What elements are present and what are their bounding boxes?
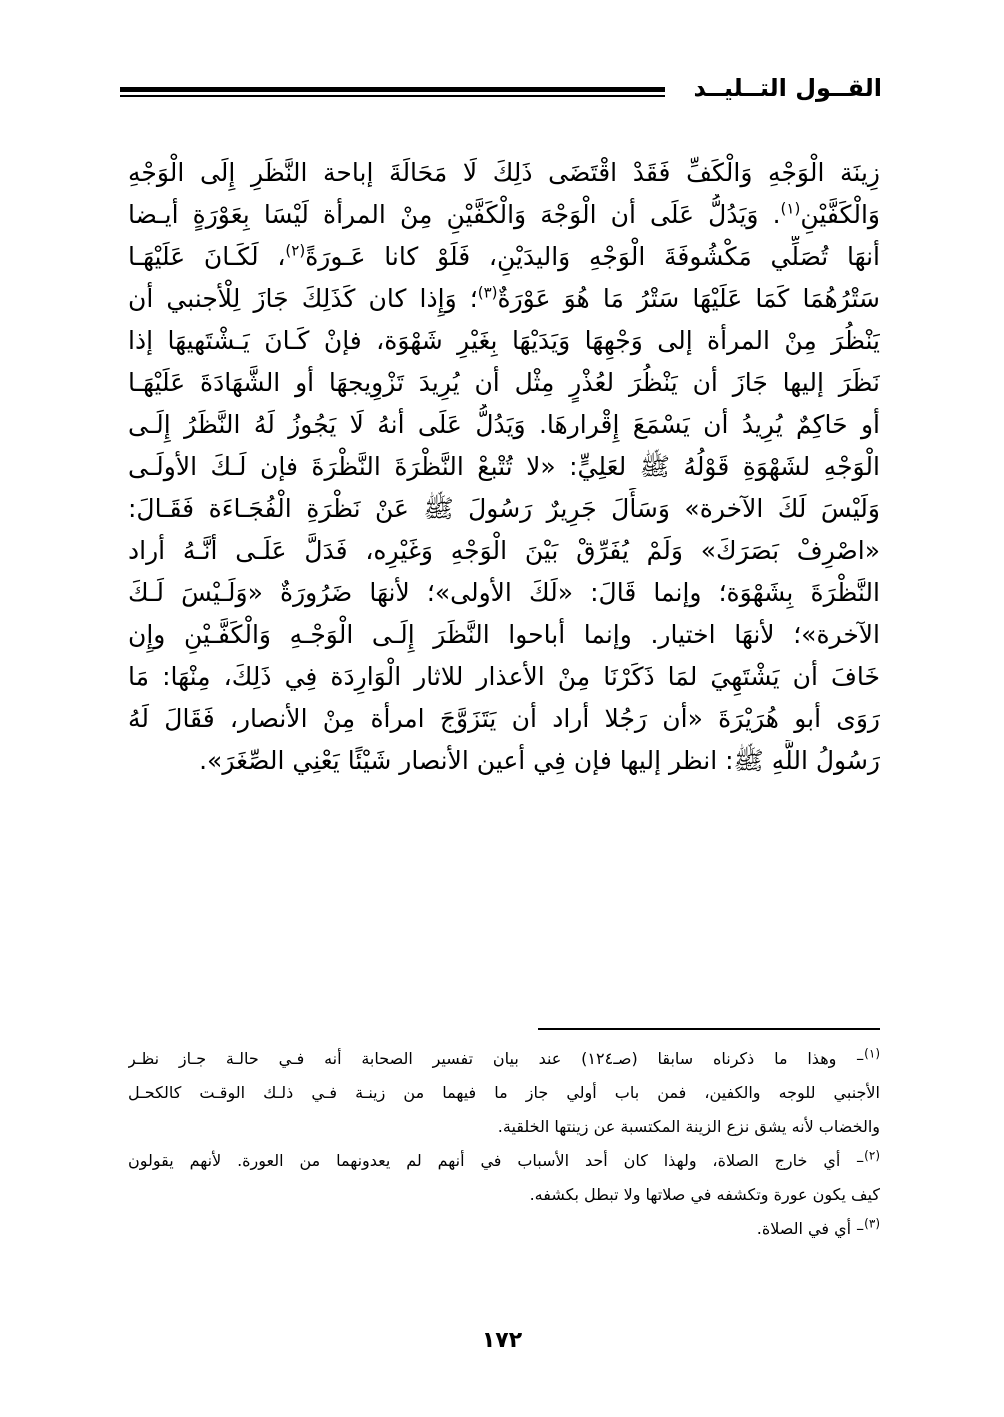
footnote-line: الأجنبي للوجه والكفين، فمن باب أولي جاز ما فيهما من زينـة فـي ذلـك الوقـت كالكحـل: [128, 1083, 880, 1102]
running-header: [120, 70, 882, 110]
footnote-ref[interactable]: (١): [780, 199, 801, 218]
body-line: [128, 194, 880, 236]
body-line-part: سَتْرُهُمَا كَمَا عَلَيْهَا سَتْرُ مَا هُوَ عَوْرَةٌ: [497, 284, 880, 313]
footnote-separator: [538, 1028, 880, 1030]
body-line: زِينَة الْوَجْهِ وَالْكَفِّ فَقَدْ اقْتَضَى ذَلِكَ لَا مَحَالَةَ إباحة النَّظَرِ إِلَى الْوَجْهِ: [128, 158, 880, 187]
footnotes: [128, 1042, 880, 1246]
footnote-number: (٢): [864, 1148, 880, 1163]
body-text: [128, 152, 880, 782]
body-line: «اصْرِفْ بَصَرَكَ» وَلَمْ يُفَرِّقْ بَيْنَ الْوَجْهِ وَغَيْرِه، فَدَلَّ عَلَـى أنَّـهُ أراد: [128, 536, 880, 565]
body-line-part: . وَيَدُلُّ عَلَى أن الْوَجْهَ وَالْكَفَّيْنِ مِنْ المرأة لَيْسَا بِعَوْرَةٍ أيـضا: [128, 200, 781, 229]
footnote-line: [128, 1212, 880, 1246]
body-line: وَلَيْسَ لَكَ الآخرة» وَسَأَلَ جَرِيرٌ رَسُولَ ﷺ عَنْ نَظْرَةِ الْفُجَـاءَة فَقَـالَ:: [128, 494, 880, 523]
body-line: نَظَرَ إليها جَازَ أن يَنْظُرَ لعُذْرٍ مِثْل أن يُرِيدَ تَزْوِيجهَا أو الشَّهَادَةَ عَلَيْهَـا: [128, 368, 880, 397]
footnote-line: [128, 1144, 880, 1178]
header-rule-thin: [120, 95, 665, 97]
footnote-text: – أي خارج الصلاة، ولهذا كان أحد الأسباب في أنهم لم يعدونهما من العورة. لأنهم يقولون: [128, 1151, 865, 1170]
body-line: رَسُولُ اللَّهِ ﷺ: انظر إليها فإن فِي أعين الأنصار شَيْئًا يَعْنِي الصِّغَرَ».: [199, 746, 880, 775]
body-line-part: وَالْكَفَّيْنِ: [800, 200, 880, 229]
footnote-line: والخضاب لأنه يشق نزع الزينة المكتسبة عن زينتها الخلقية.: [497, 1117, 880, 1136]
body-line-part: ؛ وَإِذا كان كَذَلِكَ جَازَ لِلْأجنبي أن: [128, 284, 478, 313]
body-line-part: ، لَكَـانَ عَلَيْهَـا: [128, 242, 286, 271]
footnote-text: – وهذا ما ذكرناه سابقا (صـ١٢٤) عند بيان تفسير الصحابة أنه فـي حالـة جـاز نظـر: [128, 1049, 865, 1068]
footnote-text: – أي في الصلاة.: [756, 1219, 865, 1238]
body-line-part: أنهَا تُصَلِّي مَكْشُوفَةَ الْوَجْهِ وَاليدَيْنِ، فَلَوْ كانا عَـورَةً: [305, 242, 880, 271]
footnote-line: [128, 1042, 880, 1076]
body-line: الآخرة»؛ لأنهَا اختيار. وإنما أباحوا النَّظَرَ إِلَـى الْوَجْـهِ وَالْكَفَّـيْنِ وإِن: [128, 620, 880, 649]
header-rule: [120, 87, 665, 92]
body-line: خَافَ أن يَشْتَهِيَ لمَا ذَكَرْنَا مِنْ الأعذار للاثار الْوَارِدَة فِي ذَلِكَ، مِنْهَا: مَا: [128, 662, 880, 691]
body-line: رَوَى أبو هُرَيْرَةَ «أن رَجُلا أراد أن يَتَزَوَّجَ امرأة مِنْ الأنصار، فَقَالَ لَهُ: [128, 704, 880, 733]
footnote-ref[interactable]: (٢): [285, 241, 306, 260]
body-line: أو حَاكِمٌ يُرِيدُ أن يَسْمَعَ إِقْرارهَا. وَيَدُلُّ عَلَى أنهُ لَا يَجُوزُ لَهُ النَّظَرُ إِلَـى: [128, 410, 880, 439]
body-line: [128, 278, 880, 320]
footnote-line: كيف يكون عورة وتكشفه في صلاتها ولا تبطل بكشفه.: [529, 1185, 880, 1204]
footnote-number: (١): [864, 1046, 880, 1061]
body-line: [128, 236, 880, 278]
footnote-number: (٣): [864, 1216, 880, 1231]
footnote-ref[interactable]: (٣): [477, 283, 498, 302]
body-line: الْوَجْهِ لشَهْوَةِ قَوْلُهُ ﷺ لعَلِيٍّ: «لا تُتْبعْ النَّظْرَةَ النَّظْرَةَ فإن لَـكَ الأولَـى: [128, 452, 880, 481]
body-line: النَّظْرَةَ بِشَهْوَة؛ وإنما قَالَ: «لَكَ الأولى»؛ لأنهَا ضَرُورَةٌ «وَلَـيْسَ لَـكَ: [128, 578, 880, 607]
body-line: يَنْظُرَ مِنْ المرأة إلى وَجْهِهَا وَيَدَيْهَا بِغَيْرِ شَهْوَة، فإنْ كَـانَ يَـشْتَهيهَا إذا: [128, 326, 880, 355]
page-number: ١٧٢: [481, 1328, 523, 1353]
header-title: القــول التــليــد: [693, 74, 882, 102]
